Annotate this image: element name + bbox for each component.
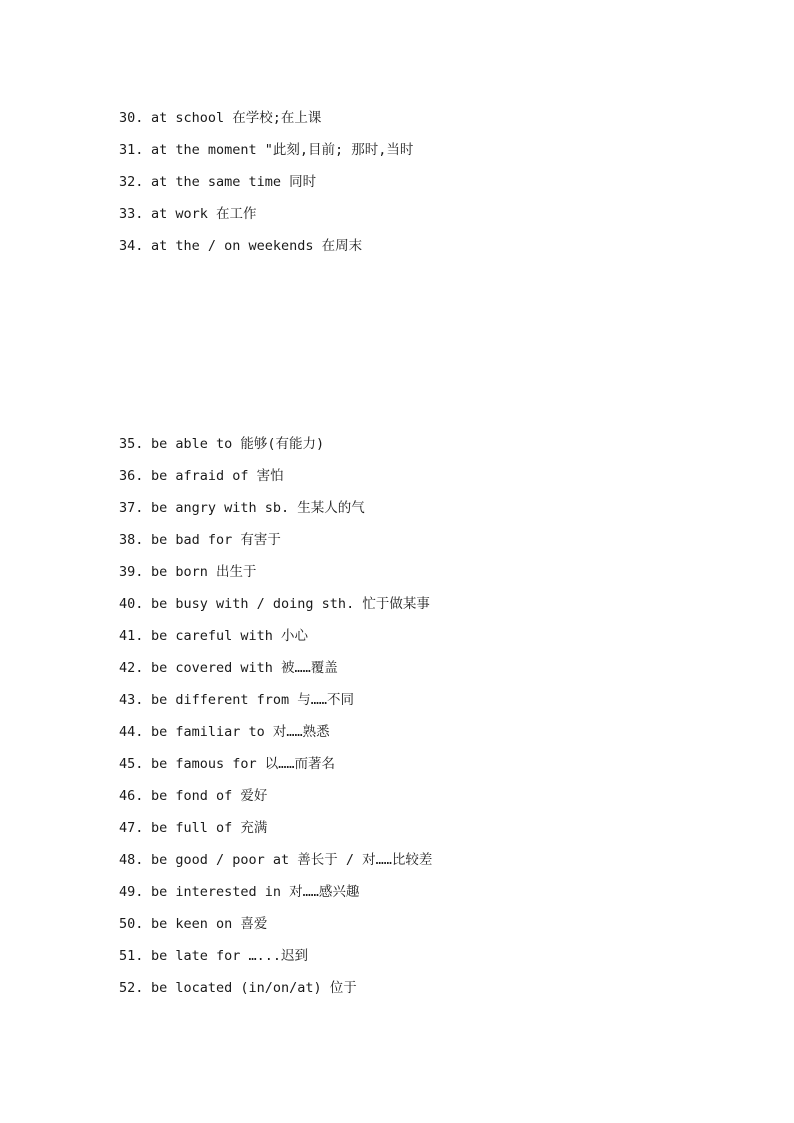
list-item <box>119 914 432 946</box>
list-item <box>119 850 432 882</box>
item-number: 33. <box>119 206 144 222</box>
list-item <box>119 498 432 530</box>
item-text: be located (in/on/at) 位于 <box>151 980 357 996</box>
item-text: be famous for 以……而著名 <box>151 756 336 772</box>
item-text: be angry with sb. 生某人的气 <box>151 500 365 516</box>
item-text: at work 在工作 <box>151 206 257 222</box>
list-item <box>119 786 432 818</box>
item-text: be different from 与……不同 <box>151 692 355 708</box>
item-number: 35. <box>119 436 144 452</box>
item-number: 49. <box>119 884 144 900</box>
list-item <box>119 236 413 268</box>
list-item <box>119 140 413 172</box>
item-number: 45. <box>119 756 144 772</box>
item-text: be covered with 被……覆盖 <box>151 660 338 676</box>
item-number: 30. <box>119 110 144 126</box>
list-item <box>119 722 432 754</box>
list-item <box>119 658 432 690</box>
item-text: be fond of 爱好 <box>151 788 268 804</box>
list-item <box>119 466 432 498</box>
list-item <box>119 882 432 914</box>
item-number: 31. <box>119 142 144 158</box>
item-text: be familiar to 对……熟悉 <box>151 724 330 740</box>
item-text: be able to 能够(有能力) <box>151 436 325 452</box>
item-number: 36. <box>119 468 144 484</box>
list-item <box>119 434 432 466</box>
list-item <box>119 562 432 594</box>
item-text: be keen on 喜爱 <box>151 916 268 932</box>
item-number: 50. <box>119 916 144 932</box>
list-item <box>119 818 432 850</box>
item-number: 40. <box>119 596 144 612</box>
item-number: 32. <box>119 174 144 190</box>
item-text: at the / on weekends 在周末 <box>151 238 363 254</box>
list-item <box>119 626 432 658</box>
item-text: be afraid of 害怕 <box>151 468 284 484</box>
item-number: 46. <box>119 788 144 804</box>
list-item <box>119 594 432 626</box>
item-text: at school 在学校;在上课 <box>151 110 322 126</box>
list-item <box>119 978 432 1010</box>
list-item <box>119 754 432 786</box>
list-item <box>119 690 432 722</box>
item-text: be late for …...迟到 <box>151 948 309 964</box>
list-item <box>119 530 432 562</box>
item-number: 39. <box>119 564 144 580</box>
item-number: 44. <box>119 724 144 740</box>
item-text: be born 出生于 <box>151 564 257 580</box>
item-number: 41. <box>119 628 144 644</box>
item-number: 48. <box>119 852 144 868</box>
item-number: 42. <box>119 660 144 676</box>
item-number: 43. <box>119 692 144 708</box>
phrase-list-be <box>119 434 432 1010</box>
item-text: at the moment "此刻,目前; 那时,当时 <box>151 142 414 158</box>
item-text: be full of 充满 <box>151 820 268 836</box>
item-text: be careful with 小心 <box>151 628 309 644</box>
item-number: 34. <box>119 238 144 254</box>
list-item <box>119 172 413 204</box>
list-item <box>119 946 432 978</box>
item-number: 52. <box>119 980 144 996</box>
list-item <box>119 204 413 236</box>
phrase-list-at <box>119 108 413 268</box>
item-text: be bad for 有害于 <box>151 532 281 548</box>
item-number: 51. <box>119 948 144 964</box>
item-number: 47. <box>119 820 144 836</box>
item-number: 38. <box>119 532 144 548</box>
list-item <box>119 108 413 140</box>
item-text: be busy with / doing sth. 忙于做某事 <box>151 596 430 612</box>
item-number: 37. <box>119 500 144 516</box>
item-text: be interested in 对……感兴趣 <box>151 884 360 900</box>
item-text: be good / poor at 善长于 / 对……比较差 <box>151 852 433 868</box>
item-text: at the same time 同时 <box>151 174 317 190</box>
